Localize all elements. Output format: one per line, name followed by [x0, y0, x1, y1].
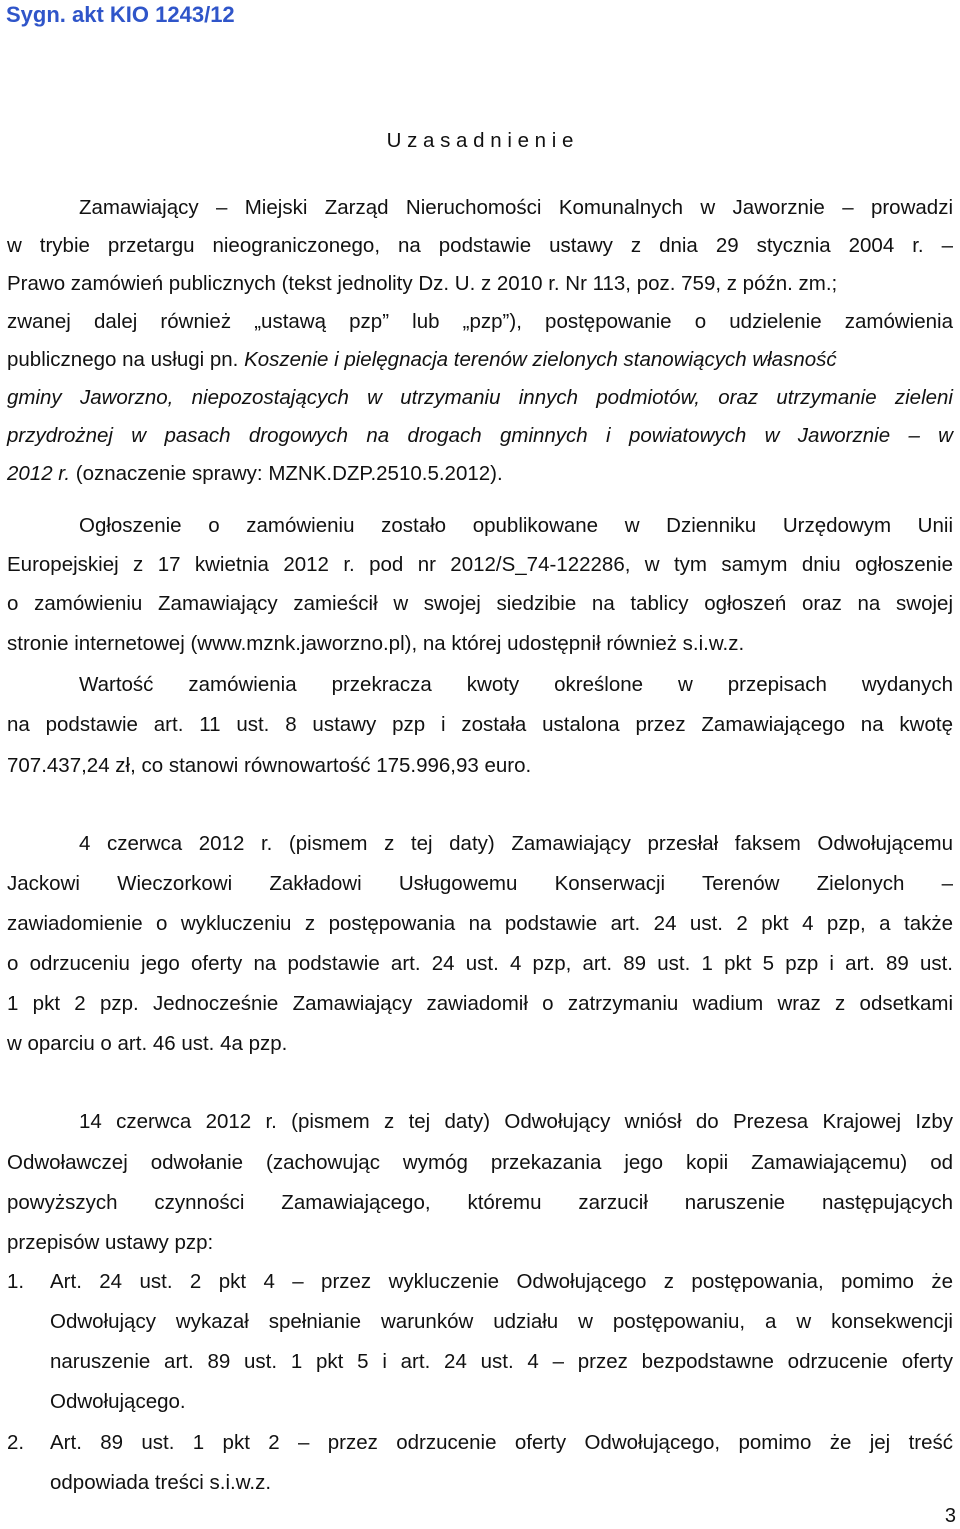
- procurement-title-line: przydrożnej w pasach drogowych na drogach gminnych i powiatowych w Jaworznie – w: [7, 424, 953, 447]
- procurement-title: Koszenie i pielęgnacja terenów zielonych stanowiących własność: [244, 348, 837, 371]
- paragraph-line: Wartość zamówienia przekracza kwoty określone w przepisach wydanych: [79, 673, 953, 696]
- paragraph-text: publicznego na usługi pn.: [7, 348, 239, 371]
- paragraph-line: [7, 462, 953, 486]
- paragraph-line: Ogłoszenie o zamówieniu zostało opublikowane w Dzienniku Urzędowym Unii: [79, 514, 953, 537]
- list-item-line: Odwołujący wykazał spełnianie warunków udziału w postępowaniu, a w konsekwencji: [50, 1310, 953, 1333]
- list-item-number: 1.: [7, 1270, 25, 1293]
- paragraph-line: stronie internetowej (www.mznk.jaworzno.pl), na której udostępnił również s.i.w.z.: [7, 632, 745, 655]
- procurement-title-end: 2012 r.: [7, 462, 71, 485]
- paragraph-line: Odwoławczej odwołanie (zachowując wymóg przekazania jego kopii Zamawiającemu) od: [7, 1151, 953, 1174]
- paragraph-line: [7, 348, 953, 372]
- list-item-line: naruszenie art. 89 ust. 1 pkt 5 i art. 24 ust. 4 – przez bezpodstawne odrzucenie oferty: [50, 1350, 953, 1373]
- paragraph-line: o odrzuceniu jego oferty na podstawie art. 24 ust. 4 pzp, art. 89 ust. 1 pkt 5 pzp i art. 89 ust.: [7, 952, 953, 975]
- paragraph-line: Europejskiej z 17 kwietnia 2012 r. pod nr 2012/S_74-122286, w tym samym dniu ogłoszenie: [7, 553, 953, 576]
- paragraph-line: 707.437,24 zł, co stanowi równowartość 175.996,93 euro.: [7, 754, 532, 777]
- paragraph-line: 14 czerwca 2012 r. (pismem z tej daty) Odwołujący wniósł do Prezesa Krajowej Izby: [79, 1110, 953, 1133]
- case-reference: (oznaczenie sprawy: MZNK.DZP.2510.5.2012).: [75, 462, 503, 485]
- list-item-line: Art. 89 ust. 1 pkt 2 – przez odrzucenie oferty Odwołującego, pomimo że jej treść: [50, 1431, 953, 1454]
- list-item-line: Odwołującego.: [50, 1390, 186, 1413]
- list-item-line: Art. 24 ust. 2 pkt 4 – przez wykluczenie Odwołującego z postępowania, pomimo że: [50, 1270, 953, 1293]
- paragraph-line: przepisów ustawy pzp:: [7, 1231, 214, 1254]
- paragraph-line: w trybie przetargu nieograniczonego, na podstawie ustawy z dnia 29 stycznia 2004 r. –: [7, 234, 953, 257]
- paragraph-line: na podstawie art. 11 ust. 8 ustawy pzp i została ustalona przez Zamawiającego na kwotę: [7, 713, 953, 736]
- paragraph-line: zwanej dalej również „ustawą pzp” lub „pzp”), postępowanie o udzielenie zamówienia: [7, 310, 953, 333]
- paragraph-line: Prawo zamówień publicznych (tekst jednolity Dz. U. z 2010 r. Nr 113, poz. 759, z późn. zm.;: [7, 272, 838, 295]
- paragraph-line: 1 pkt 2 pzp. Jednocześnie Zamawiający zawiadomił o zatrzymaniu wadium wraz z odsetkami: [7, 992, 953, 1015]
- document-title: U z a s a d n i e n i e: [386, 129, 574, 152]
- case-signature: Sygn. akt KIO 1243/12: [6, 2, 235, 27]
- list-item-line: odpowiada treści s.i.w.z.: [50, 1471, 272, 1494]
- paragraph-line: Jackowi Wieczorkowi Zakładowi Usługowemu Konserwacji Terenów Zielonych –: [7, 872, 953, 895]
- paragraph-line: w oparciu o art. 46 ust. 4a pzp.: [7, 1032, 288, 1055]
- paragraph-line: 4 czerwca 2012 r. (pismem z tej daty) Zamawiający przesłał faksem Odwołującemu: [79, 832, 953, 855]
- paragraph-line: powyższych czynności Zamawiającego, któremu zarzucił naruszenie następujących: [7, 1191, 953, 1214]
- paragraph-line: zawiadomienie o wykluczeniu z postępowania na podstawie art. 24 ust. 2 pkt 4 pzp, a także: [7, 912, 953, 935]
- paragraph-line: Zamawiający – Miejski Zarząd Nieruchomości Komunalnych w Jaworznie – prowadzi: [79, 196, 953, 219]
- paragraph-line: o zamówieniu Zamawiający zamieścił w swojej siedzibie na tablicy ogłoszeń oraz na swojej: [7, 592, 953, 615]
- list-item-number: 2.: [7, 1431, 25, 1454]
- page-number: 3: [944, 1505, 956, 1527]
- procurement-title-line: gminy Jaworzno, niepozostających w utrzymaniu innych podmiotów, oraz utrzymanie zieleni: [7, 386, 953, 409]
